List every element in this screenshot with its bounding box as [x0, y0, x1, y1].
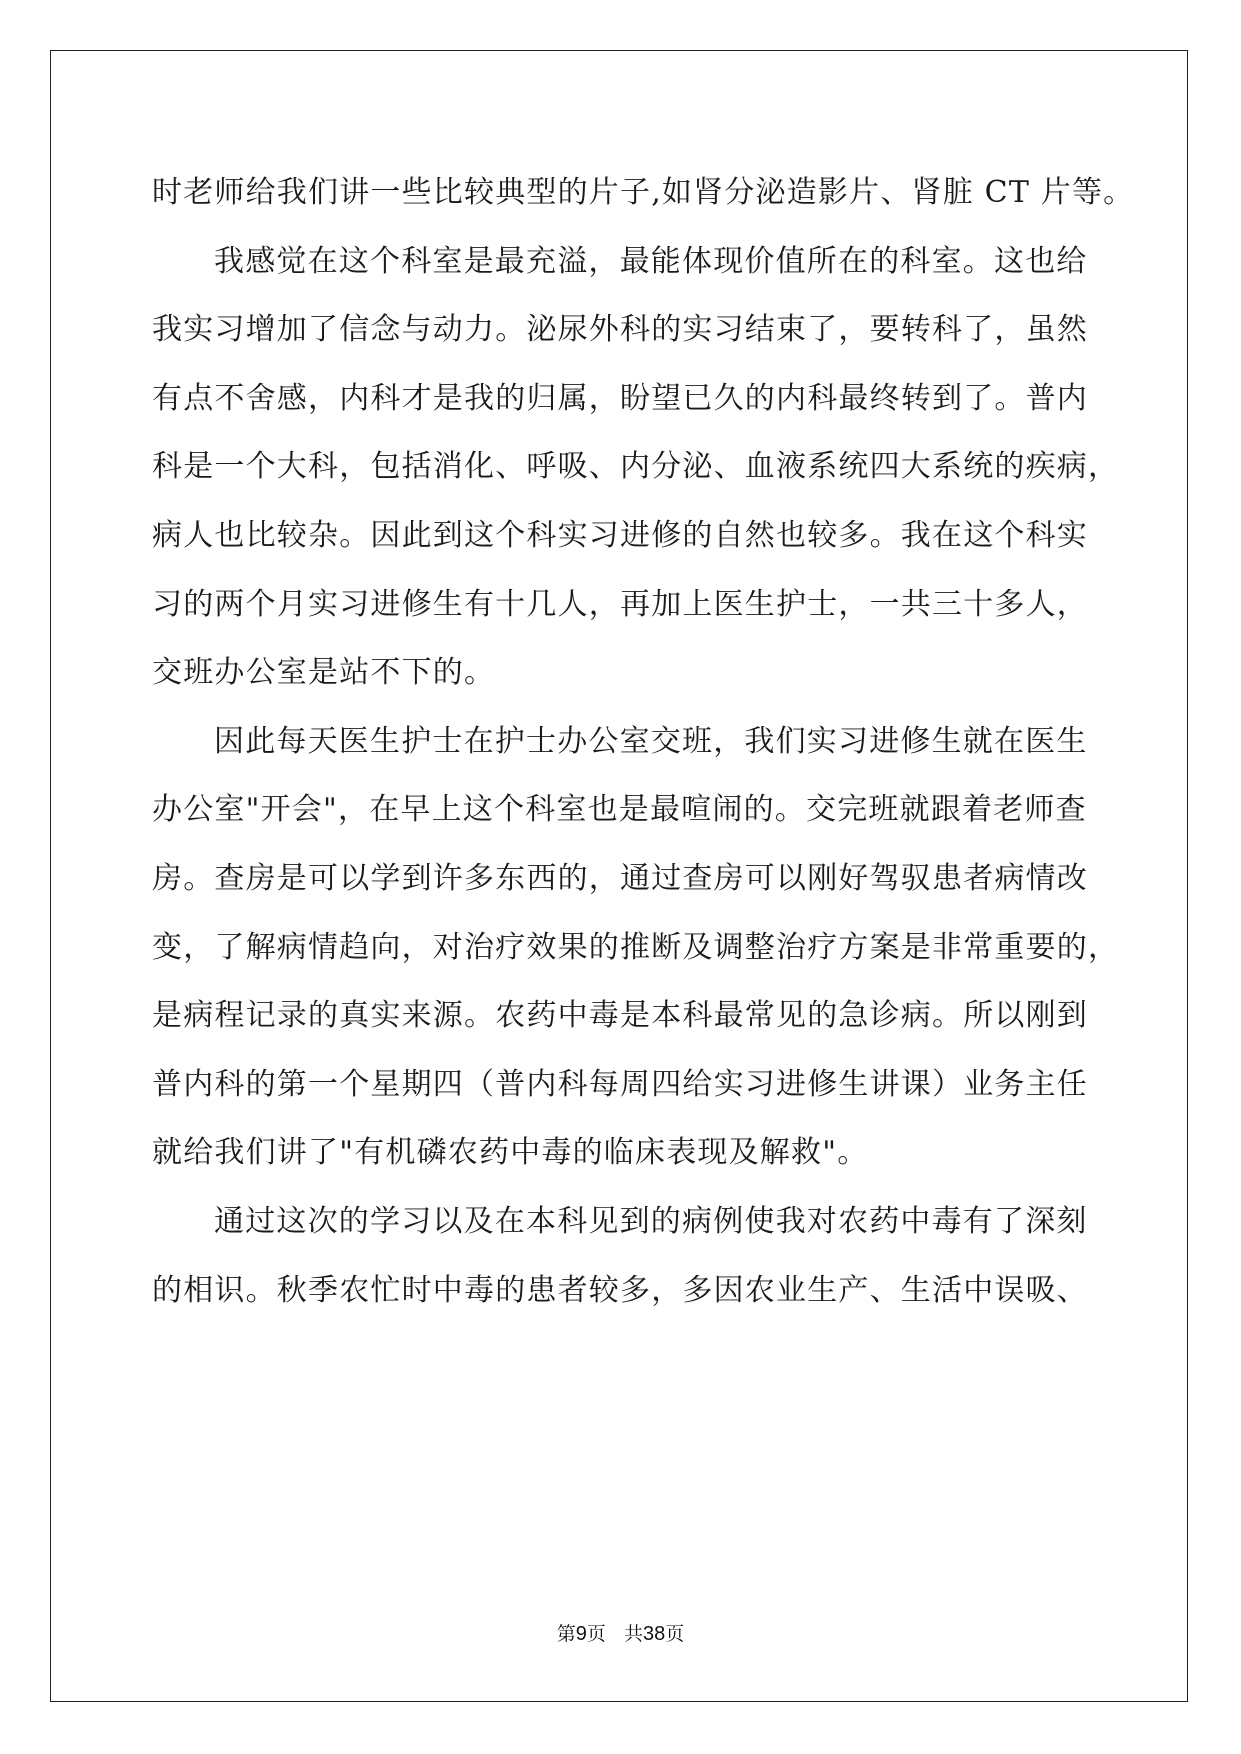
- document-body: [152, 159, 1135, 1325]
- page-footer: [0, 1622, 1241, 1646]
- text-line: 有点不舍感，内科才是我的归属，盼望已久的内科最终转到了。普内: [152, 380, 1088, 416]
- text-line: 科是一个大科，包括消化、呼吸、内分泌、血液系统四大系统的疾病，: [152, 449, 1120, 485]
- total-pages: 38: [643, 1623, 666, 1645]
- text-line: 办公室"开会"，在早上这个科室也是最喧闹的。交完班就跟着老师查: [152, 792, 1087, 828]
- text-line: 习的两个月实习进修生有十几人，再加上医生护士，一共三十多人，: [152, 586, 1088, 622]
- paragraph-start-line: 因此每天医生护士在护士办公室交班，我们实习进修生就在医生: [214, 723, 1088, 759]
- page-prefix: 第: [556, 1623, 576, 1645]
- text-line: 时老师给我们讲一些比较典型的片子,如肾分泌造影片、肾脏 CT 片等。: [152, 175, 1135, 210]
- page-suffix: 页: [586, 1623, 606, 1645]
- page-number: 9: [575, 1623, 587, 1645]
- text-line: 变，了解病情趋向，对治疗效果的推断及调整治疗方案是非常重要的，: [152, 929, 1120, 965]
- text-line: 病人也比较杂。因此到这个科实习进修的自然也较多。我在这个科实: [152, 517, 1088, 553]
- text-line: 交班办公室是站不下的。: [152, 655, 496, 691]
- text-line: 普内科的第一个星期四（普内科每周四给实习进修生讲课）业务主任: [152, 1066, 1088, 1102]
- text-line: 是病程记录的真实来源。农药中毒是本科最常见的急诊病。所以刚到: [152, 998, 1088, 1034]
- total-suffix: 页: [665, 1623, 685, 1645]
- text-line: 房。查房是可以学到许多东西的，通过查房可以刚好驾驭患者病情改: [152, 860, 1088, 896]
- paragraph-start-line: 我感觉在这个科室是最充溢，最能体现价值所在的科室。这也给: [214, 243, 1088, 279]
- paragraph-start-line: 通过这次的学习以及在本科见到的病例使我对农药中毒有了深刻: [214, 1203, 1088, 1239]
- text-line: 我实习增加了信念与动力。泌尿外科的实习结束了，要转科了，虽然: [152, 312, 1088, 348]
- text-line: 的相识。秋季农忙时中毒的患者较多，多因农业生产、生活中误吸、: [152, 1272, 1088, 1308]
- total-prefix: 共: [624, 1623, 644, 1645]
- text-line: 就给我们讲了"有机磷农药中毒的临床表现及解救"。: [152, 1135, 869, 1171]
